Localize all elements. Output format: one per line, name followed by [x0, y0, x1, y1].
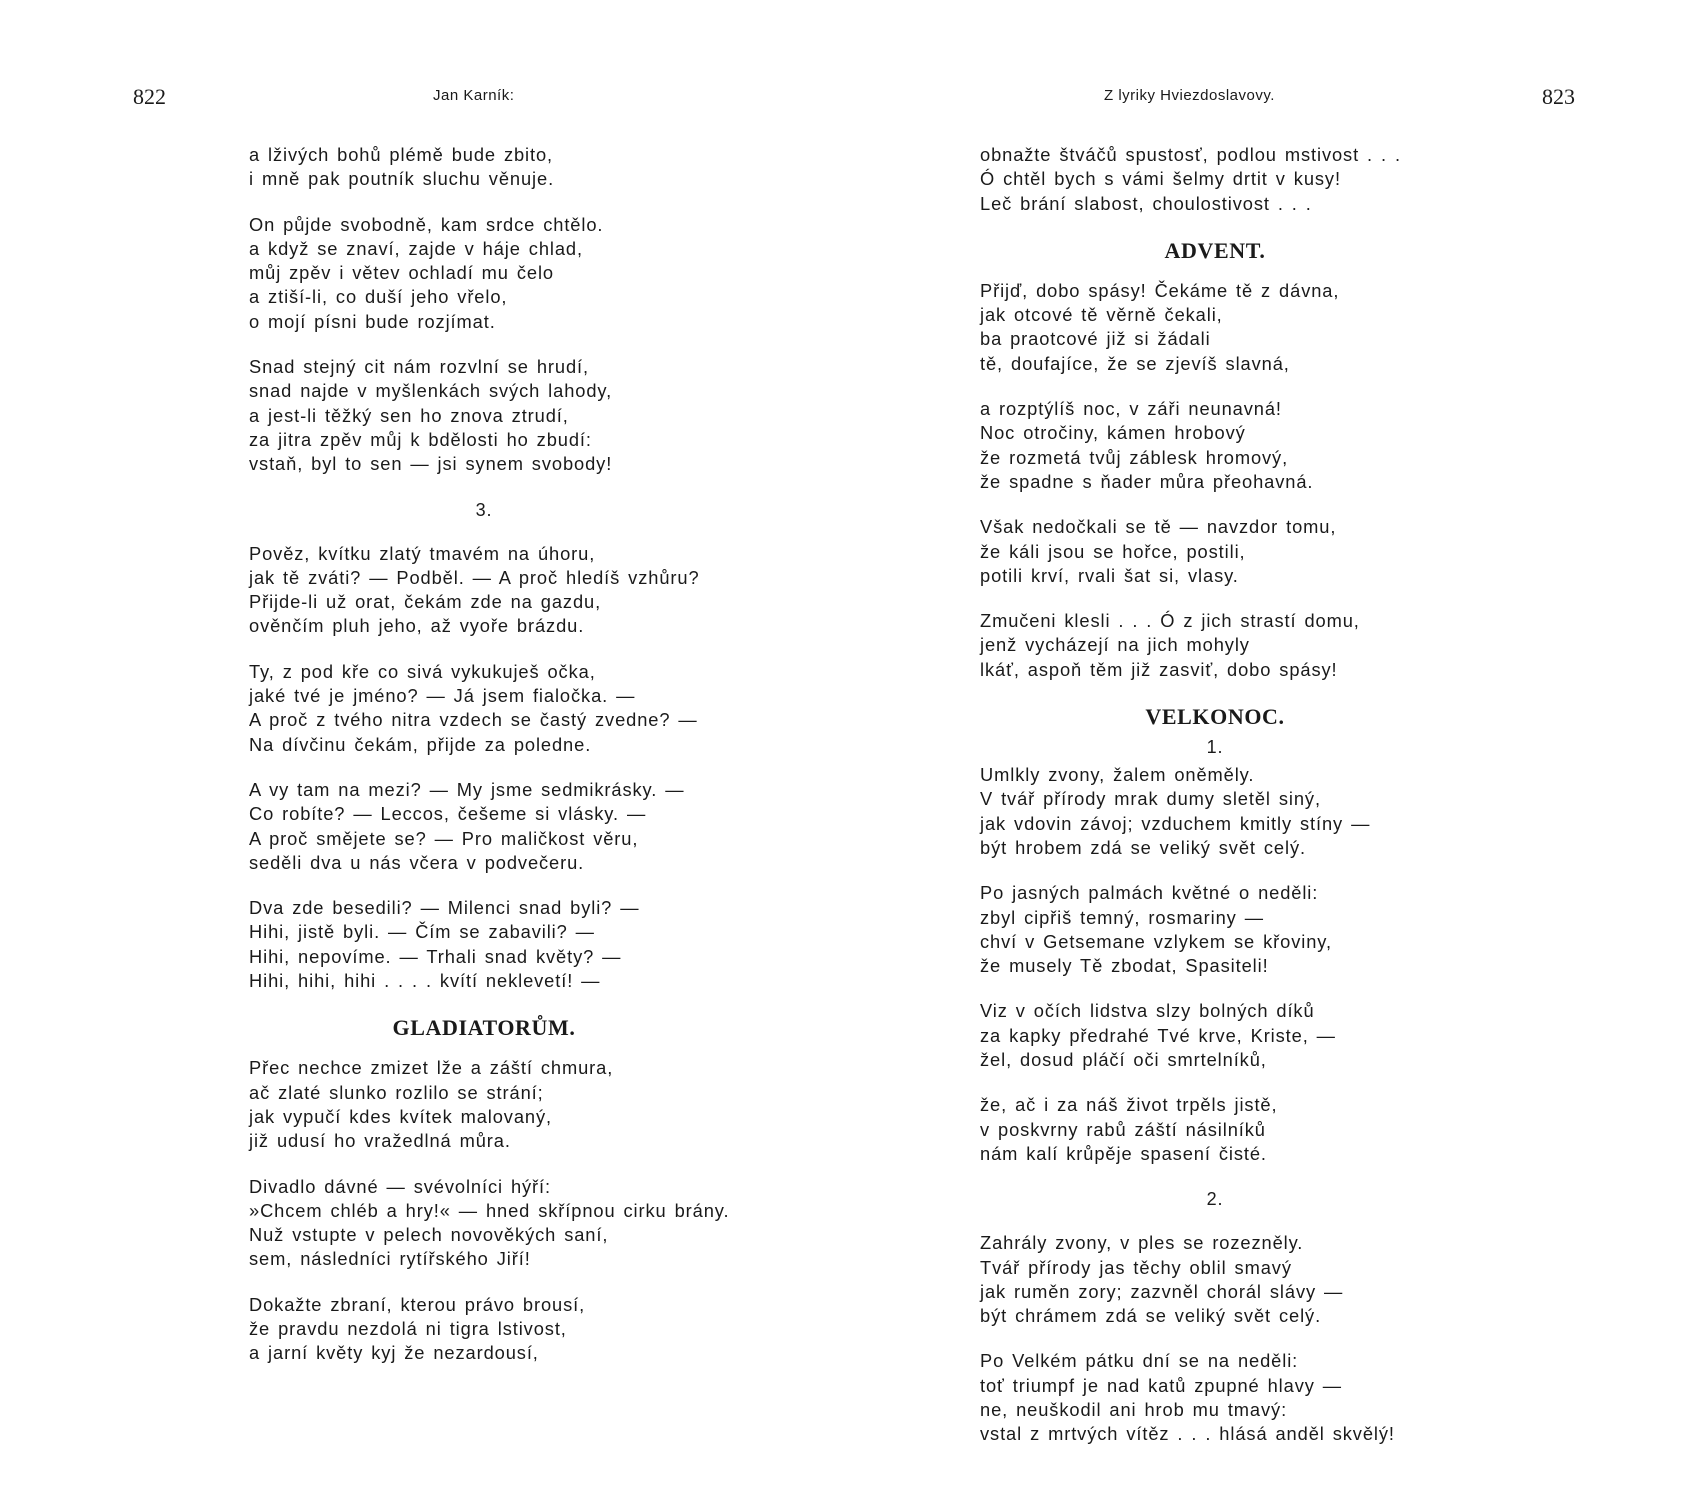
verse-line: obnažte štváčů spustosť, podlou mstivost . . .: [980, 144, 1401, 165]
verse-line: a jarní květy kyj že nezardousí,: [249, 1342, 539, 1364]
verse-line: seděli dva u nás včera v podvečeru.: [249, 851, 585, 873]
verse-line: Dokažte zbraní, kterou právo brousí,: [249, 1293, 586, 1315]
verse-line: Na dívčinu čekám, přijde za poledne.: [249, 733, 592, 755]
verse-line: Přijde-li už orat, čekám zde na gazdu,: [249, 591, 602, 613]
stanza: [980, 279, 1480, 376]
section-number: 1.: [1206, 737, 1224, 758]
verse-line: Hihi, jistě byli. — Čím se zabavili? —: [249, 921, 595, 943]
verse-line: chví v Getsemane vzlykem se křoviny,: [980, 930, 1332, 952]
stanza: [249, 1175, 749, 1272]
stanza: [980, 999, 1480, 1072]
verse-line: že rozmetá tvůj záblesk hromový,: [980, 446, 1289, 468]
verse-line: být chrámem zdá se veliký svět celý.: [980, 1305, 1322, 1327]
verse-line: Nuž vstupte v pelech novověkých saní,: [249, 1224, 609, 1246]
verse-line: Po Velkém pátku dní se na neděli:: [980, 1350, 1299, 1372]
stanza: [980, 881, 1480, 978]
verse-line: Hihi, nepovíme. — Trhali snad květy? —: [249, 945, 622, 967]
verse-line: Divadlo dávné — svévolníci hýří:: [249, 1175, 551, 1197]
verse-line: i mně pak poutník sluchu věnuje.: [249, 168, 555, 190]
text-column: [980, 143, 1480, 1468]
verse-line: ač zlaté slunko rozlilo se strání;: [249, 1081, 544, 1103]
verse-line: Co robíte? — Leccos, češeme si vlásky. —: [249, 803, 647, 825]
verse-line: Hihi, hihi, hihi . . . . kvítí neklevetí! —: [249, 970, 601, 992]
verse-line: Umlkly zvony, žalem oněměly.: [980, 764, 1255, 786]
verse-line: a ztiší-li, co duší jeho vřelo,: [249, 286, 508, 308]
verse-line: Ty, z pod kře co sivá vykukuješ očka,: [249, 660, 596, 682]
right-page: [842, 0, 1684, 1500]
verse-line: sem, následníci rytířského Jiří!: [249, 1248, 531, 1270]
verse-line: a když se znaví, zajde v háje chlad,: [249, 237, 583, 259]
stanza: [249, 660, 749, 757]
verse-line: potili krví, rvali šat si, vlasy.: [980, 564, 1239, 586]
verse-line: ne, neuškodil ani hrob mu tmavý:: [980, 1398, 1288, 1420]
poem-title: GLADIATORŮM.: [392, 1015, 576, 1041]
verse-line: za kapky předrahé Tvé krve, Kriste, —: [980, 1024, 1336, 1046]
text-column: [249, 143, 749, 1387]
verse-line: Však nedočkali se tě — navzdor tomu,: [980, 516, 1337, 538]
verse-line: jak tě zváti? — Podběl. — A proč hledíš vzhůru?: [249, 566, 700, 588]
verse-line: za jitra zpěv můj k bdělosti ho zbudí:: [249, 428, 592, 450]
verse-line: Noc otročiny, kámen hrobový: [980, 422, 1246, 444]
verse-line: Leč brání slabost, choulostivost . . .: [980, 192, 1312, 214]
verse-line: zbyl cipřiš temný, rosmariny —: [980, 906, 1264, 928]
section-number: 2.: [1206, 1189, 1224, 1210]
page-number: 822: [133, 84, 166, 109]
running-head: Jan Karník:: [433, 87, 515, 104]
verse-line: Zahrály zvony, v ples se rozezněly.: [980, 1232, 1304, 1254]
verse-line: jak vdovin závoj; vzduchem kmitly stíny —: [980, 812, 1371, 834]
verse-line: již udusí ho vražedlná můra.: [249, 1130, 511, 1152]
verse-line: On půjde svobodně, kam srdce chtělo.: [249, 213, 604, 235]
verse-line: Ó chtěl bych s vámi šelmy drtit v kusy!: [980, 168, 1341, 190]
verse-line: že spadne s ňader můra přeohavná.: [980, 470, 1314, 492]
stanza: [980, 609, 1480, 682]
verse-line: že musely Tě zbodat, Spasiteli!: [980, 955, 1269, 977]
verse-line: a rozptýlíš noc, v záři neunavná!: [980, 398, 1282, 420]
verse-line: toť triumpf je nad katů zpupné hlavy —: [980, 1374, 1342, 1396]
stanza: [249, 896, 749, 993]
stanza: [249, 355, 749, 476]
verse-line: vstal z mrtvých vítěz . . . hlásá anděl skvělý!: [980, 1423, 1395, 1445]
running-head: Z lyriky Hviezdoslavovy.: [1104, 87, 1275, 104]
verse-line: a jest-li těžký sen ho znova ztrudí,: [249, 404, 569, 426]
stanza: [249, 778, 749, 875]
page-number: 823: [1542, 84, 1575, 109]
verse-line: lkáť, aspoň těm již zasviť, dobo spásy!: [980, 658, 1338, 680]
stanza: [249, 542, 749, 639]
verse-line: v poskvrny rabů záští násilníků: [980, 1118, 1266, 1140]
verse-line: »Chcem chléb a hry!« — hned skřípnou cirku brány.: [249, 1199, 730, 1221]
verse-line: a lživých bohů plémě bude zbito,: [249, 144, 554, 165]
verse-line: A vy tam na mezi? — My jsme sedmikrásky. —: [249, 778, 685, 800]
verse-line: žel, dosud pláčí oči smrtelníků,: [980, 1049, 1267, 1071]
verse-line: Pověz, kvítku zlatý tmavém na úhoru,: [249, 542, 596, 564]
verse-line: Po jasných palmách květné o neděli:: [980, 882, 1319, 904]
verse-line: tě, doufajíce, že se zjevíš slavná,: [980, 352, 1290, 374]
stanza: [980, 397, 1480, 494]
verse-line: že, ač i za náš život trpěls jistě,: [980, 1094, 1278, 1116]
verse-line: Zmučeni klesli . . . Ó z jich strastí domu,: [980, 610, 1360, 632]
verse-line: A proč smějete se? — Pro maličkost věru,: [249, 827, 639, 849]
stanza: [980, 763, 1480, 860]
stanza: [980, 515, 1480, 588]
verse-line: o mojí písni bude rozjímat.: [249, 310, 496, 332]
verse-line: Přec nechce zmizet lže a záští chmura,: [249, 1057, 614, 1079]
verse-line: jenž vycházejí na jich mohyly: [980, 634, 1250, 656]
verse-line: Dva zde besedili? — Milenci snad byli? —: [249, 897, 640, 919]
verse-line: že káli jsou se hořce, postili,: [980, 540, 1246, 562]
stanza: [249, 143, 749, 192]
stanza: [980, 1093, 1480, 1166]
verse-line: jak otcové tě věrně čekali,: [980, 304, 1223, 326]
verse-line: ba praotcové již si žádali: [980, 328, 1211, 350]
section-number: 3.: [475, 499, 493, 520]
stanza: [249, 213, 749, 334]
verse-line: být hrobem zdá se veliký svět celý.: [980, 836, 1306, 858]
verse-line: ověnčím pluh jeho, až vyoře brázdu.: [249, 615, 585, 637]
verse-line: A proč z tvého nitra vzdech se častý zvedne? —: [249, 709, 698, 731]
verse-line: jaké tvé je jméno? — Já jsem fialočka. —: [249, 685, 636, 707]
stanza: [249, 1293, 749, 1366]
verse-line: V tvář přírody mrak dumy sletěl siný,: [980, 788, 1321, 810]
verse-line: můj zpěv i větev ochladí mu čelo: [249, 262, 554, 284]
verse-line: snad najde v myšlenkách svých lahody,: [249, 380, 613, 402]
stanza: [249, 1056, 749, 1153]
verse-line: Přijď, dobo spásy! Čekáme tě z dávna,: [980, 279, 1340, 301]
verse-line: že pravdu nezdolá ni tigra lstivost,: [249, 1317, 567, 1339]
verse-line: Snad stejný cit nám rozvlní se hrudí,: [249, 356, 589, 378]
verse-line: Viz v očích lidstva slzy bolných díků: [980, 1000, 1315, 1022]
stanza: [980, 1231, 1480, 1328]
poem-title: ADVENT.: [1164, 237, 1266, 263]
verse-line: Tvář přírody jas těchy oblil smavý: [980, 1256, 1292, 1278]
poem-title: VELKONOC.: [1145, 704, 1285, 730]
verse-line: jak ruměn zory; zazvněl chorál slávy —: [980, 1280, 1344, 1302]
verse-line: jak vypučí kdes kvítek malovaný,: [249, 1105, 553, 1127]
verse-line: nám kalí krůpěje spasení čisté.: [980, 1142, 1267, 1164]
stanza: [980, 1349, 1480, 1446]
verse-line: vstaň, byl to sen — jsi synem svobody!: [249, 453, 613, 475]
stanza: [980, 143, 1480, 216]
